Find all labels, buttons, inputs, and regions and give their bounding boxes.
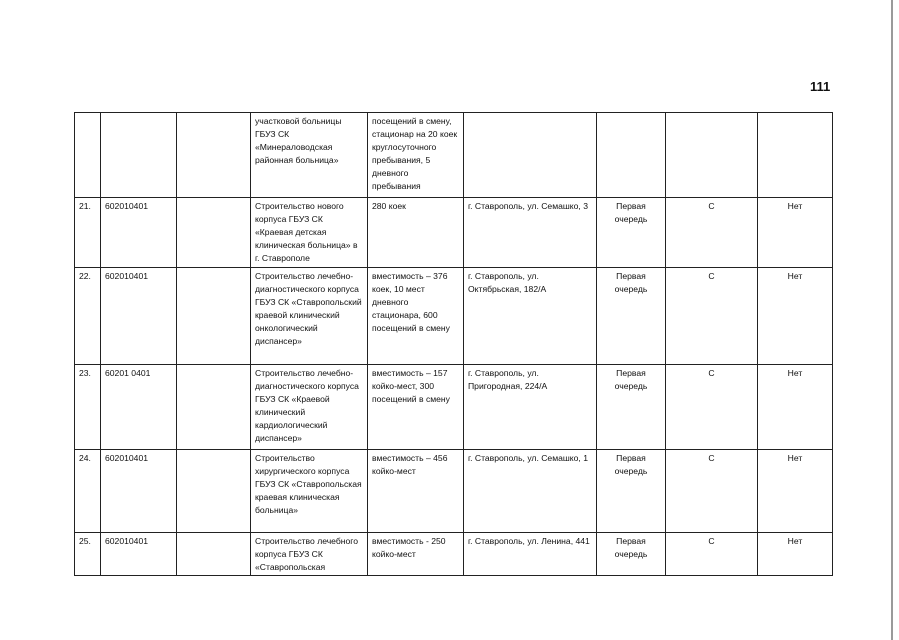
empty-cell	[177, 533, 251, 576]
object-code: 60201 0401	[101, 365, 177, 450]
object-address: г. Ставрополь, ул. Семашко, 3	[464, 198, 597, 268]
object-name: Строительство лечебно-диагностического корпуса ГБУЗ СК «Краевой клинический кардиологический диспансер»	[251, 365, 368, 450]
document-table	[74, 112, 833, 576]
queue-stage: Первая очередь	[597, 198, 666, 268]
queue-stage	[597, 113, 666, 198]
flag-value: Нет	[758, 533, 833, 576]
table-row	[75, 268, 833, 365]
object-capacity: 280 коек	[368, 198, 464, 268]
empty-cell	[177, 450, 251, 533]
object-capacity: вместимость – 456 койко-мест	[368, 450, 464, 533]
flag-value: Нет	[758, 365, 833, 450]
object-capacity: вместимость – 376 коек, 10 мест дневного стационара, 600 посещений в смену	[368, 268, 464, 365]
object-code	[101, 113, 177, 198]
row-number: 24.	[75, 450, 101, 533]
row-number: 22.	[75, 268, 101, 365]
object-code: 602010401	[101, 198, 177, 268]
queue-stage: Первая очередь	[597, 365, 666, 450]
object-name: участковой больницы ГБУЗ СК «Минераловодская районная больница»	[251, 113, 368, 198]
object-code: 602010401	[101, 533, 177, 576]
page-number: 111	[810, 79, 831, 94]
table-row	[75, 113, 833, 198]
row-number: 23.	[75, 365, 101, 450]
empty-cell	[177, 365, 251, 450]
object-address: г. Ставрополь, ул. Ленина, 441	[464, 533, 597, 576]
object-capacity: вместимость - 250 койко-мест	[368, 533, 464, 576]
object-address	[464, 113, 597, 198]
row-number: 25.	[75, 533, 101, 576]
object-address: г. Ставрополь, ул. Пригородная, 224/А	[464, 365, 597, 450]
object-name: Строительство нового корпуса ГБУЗ СК «Краевая детская клиническая больница» в г. Ставрополе	[251, 198, 368, 268]
queue-stage: Первая очередь	[597, 268, 666, 365]
object-code: 602010401	[101, 268, 177, 365]
empty-cell	[177, 198, 251, 268]
object-name: Строительство хирургического корпуса ГБУЗ СК «Ставропольская краевая клиническая больница»	[251, 450, 368, 533]
status-code: С	[666, 268, 758, 365]
status-code	[666, 113, 758, 198]
row-number	[75, 113, 101, 198]
status-code: С	[666, 533, 758, 576]
object-name: Строительство лечебного корпуса ГБУЗ СК «Ставропольская	[251, 533, 368, 576]
status-code: С	[666, 450, 758, 533]
object-capacity: посещений в смену, стационар на 20 коек круглосуточного пребывания, 5 дневного пребывания	[368, 113, 464, 198]
queue-stage: Первая очередь	[597, 450, 666, 533]
table-row	[75, 533, 833, 576]
scan-edge-line	[891, 0, 893, 640]
object-capacity: вместимость – 157 койко-мест, 300 посещений в смену	[368, 365, 464, 450]
object-address: г. Ставрополь, ул. Октябрьская, 182/А	[464, 268, 597, 365]
table-row	[75, 198, 833, 268]
flag-value: Нет	[758, 198, 833, 268]
flag-value	[758, 113, 833, 198]
status-code: С	[666, 365, 758, 450]
queue-stage: Первая очередь	[597, 533, 666, 576]
status-code: С	[666, 198, 758, 268]
flag-value: Нет	[758, 450, 833, 533]
row-number: 21.	[75, 198, 101, 268]
table-row	[75, 365, 833, 450]
object-code: 602010401	[101, 450, 177, 533]
object-name: Строительство лечебно-диагностического корпуса ГБУЗ СК «Ставропольский краевой клинический онкологический диспансер»	[251, 268, 368, 365]
object-address: г. Ставрополь, ул. Семашко, 1	[464, 450, 597, 533]
table-row	[75, 450, 833, 533]
empty-cell	[177, 113, 251, 198]
empty-cell	[177, 268, 251, 365]
flag-value: Нет	[758, 268, 833, 365]
